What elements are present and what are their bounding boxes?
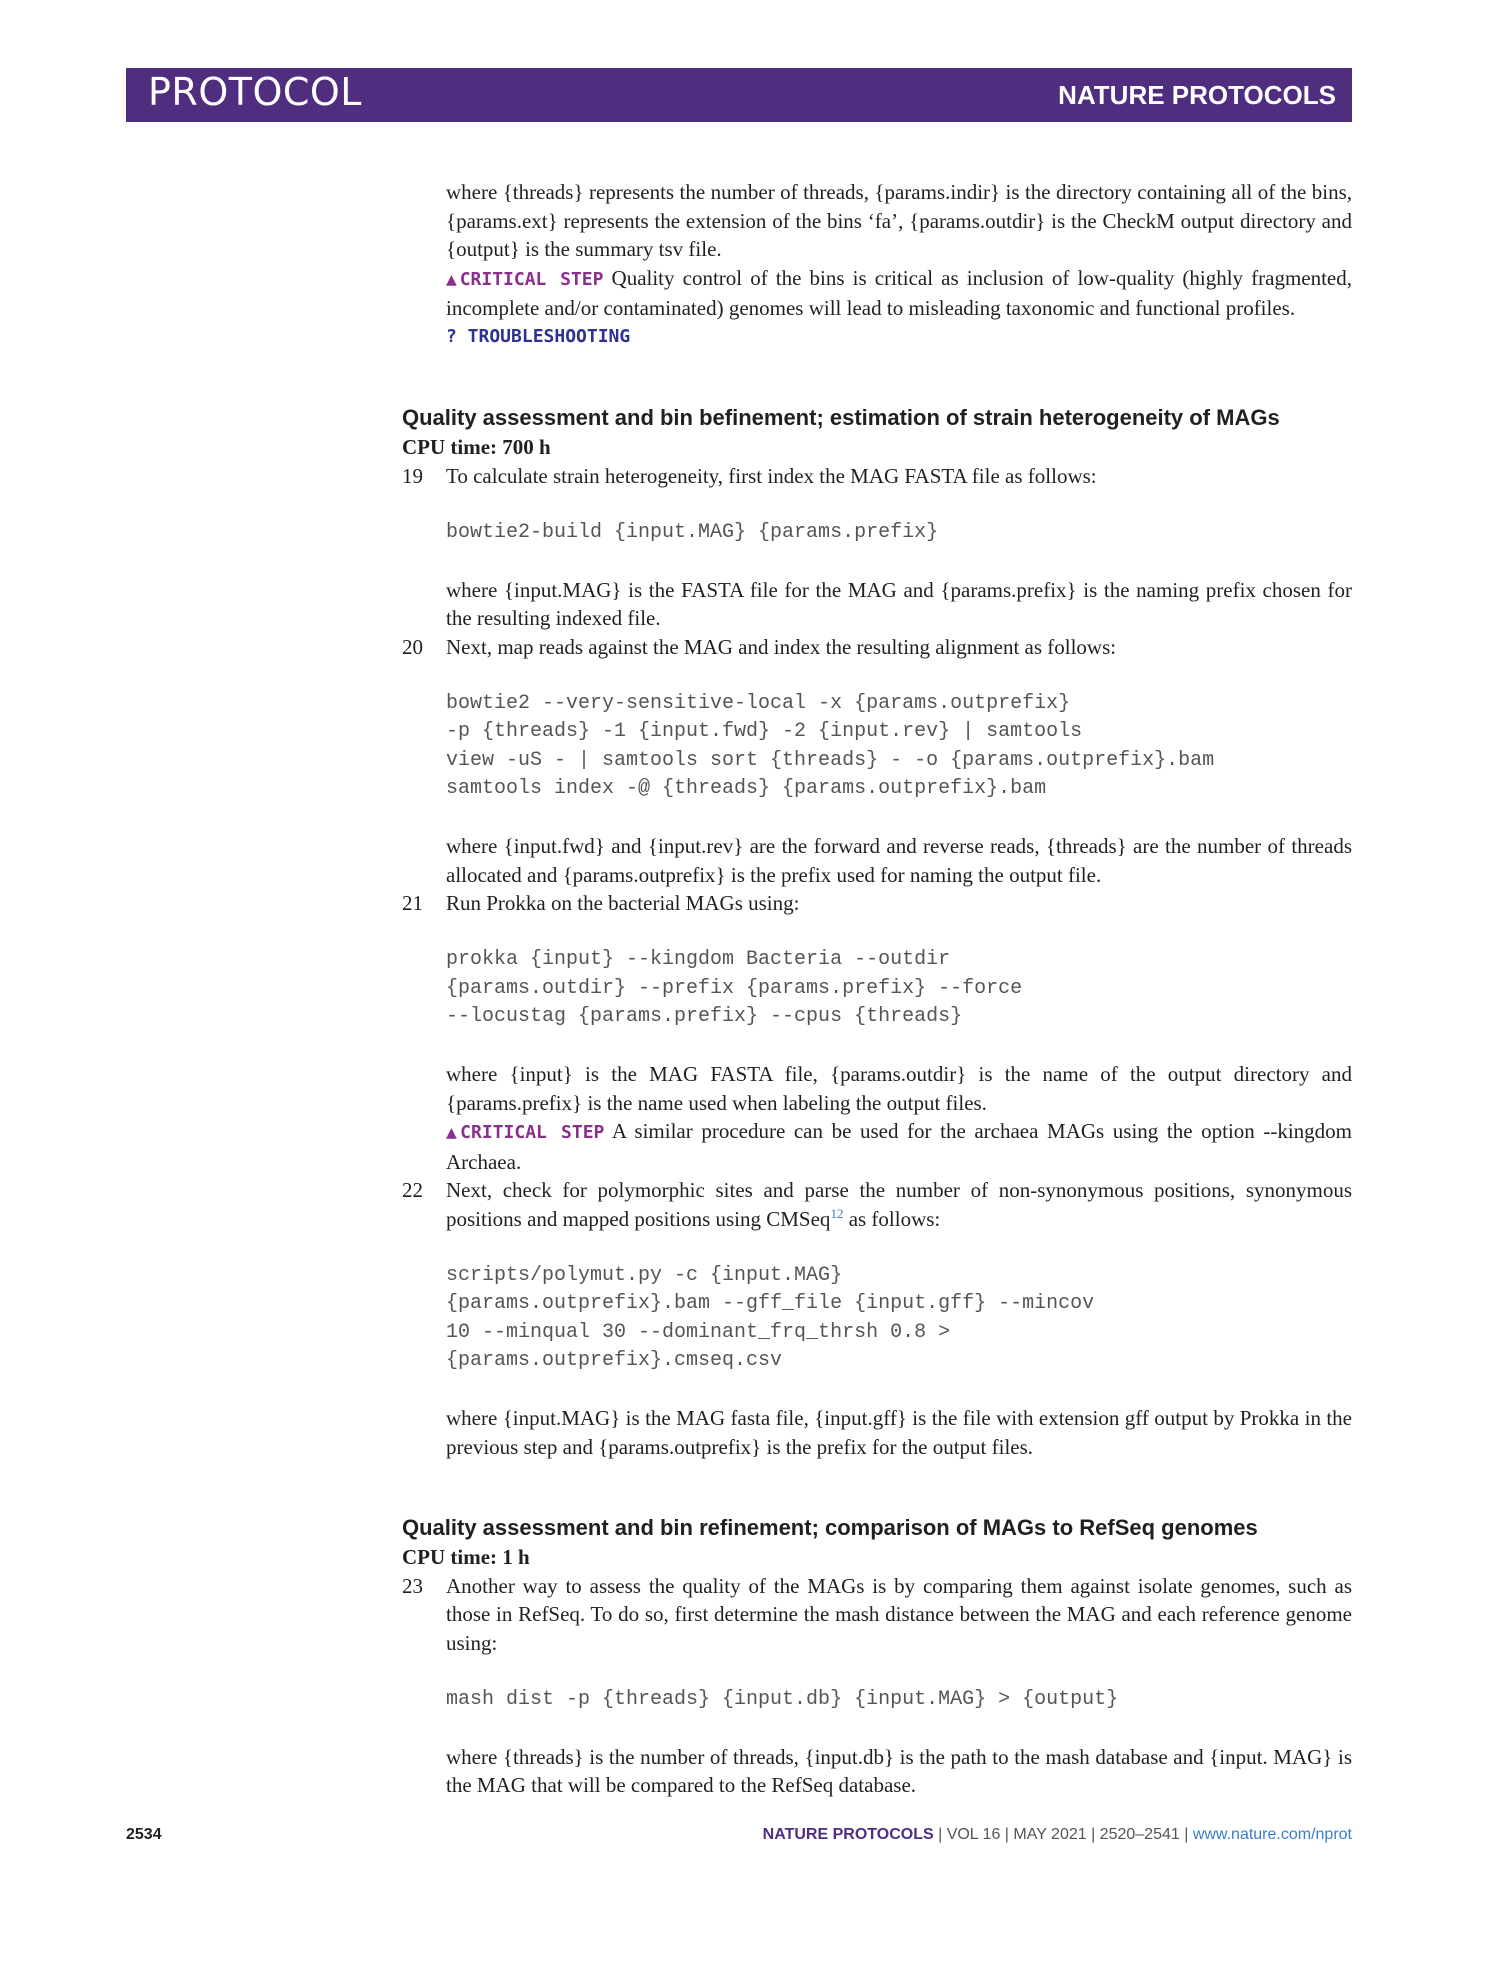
critical-step-note — [446, 264, 1352, 323]
step-19 — [402, 462, 1352, 633]
section-heading-refseq: Quality assessment and bin refinement; comparison of MAGs to RefSeq genomes — [402, 1515, 1258, 1540]
section-label: PROTOCOL — [148, 70, 362, 114]
section-heading-strain: Quality assessment and bin befinement; estimation of strain heterogeneity of MAGs — [402, 405, 1280, 430]
step-text: Next, map reads against the MAG and index the resulting alignment as follows: — [446, 634, 1117, 659]
code-block — [446, 946, 1352, 1032]
footer-journal: NATURE PROTOCOLS — [762, 1826, 934, 1843]
step-21 — [402, 889, 1352, 1176]
reference-link[interactable]: 12 — [830, 1205, 844, 1221]
footer-url-link[interactable]: www.nature.com/nprot — [1192, 1826, 1352, 1843]
step-number: 23 — [402, 1573, 423, 1598]
code-line: -p {threads} -1 {input.fwd} -2 {input.rev} | samtools — [446, 720, 1083, 743]
cpu-time: CPU time: 700 h — [402, 435, 551, 459]
code-line: bowtie2 --very-sensitive-local -x {params.outprefix} — [446, 691, 1071, 715]
code-line: 10 --minqual 30 --dominant_frq_thrsh 0.8 > — [446, 1320, 951, 1344]
step-22 — [402, 1176, 1352, 1461]
step-text: To calculate strain heterogeneity, first index the MAG FASTA file as follows: — [446, 463, 1097, 488]
intro-paragraph: where {threads} represents the number of threads, {params.indir} is the directory containing all of the bins, {params.ext} represents the extension of the bins ‘fa’, {params.outdir} is the CheckM output directory and {output} is the summary tsv file. — [446, 180, 1352, 261]
step-number: 21 — [402, 891, 423, 915]
journal-name: NATURE PROTOCOLS — [1058, 80, 1336, 110]
step-20 — [402, 633, 1352, 890]
code-line: bowtie2-build {input.MAG} {params.prefix} — [446, 520, 939, 544]
step-23 — [402, 1572, 1352, 1800]
step-text — [446, 1176, 1352, 1233]
step-text-main: Next, check for polymorphic sites and parse the number of non-synonymous positions, synonymous positions and mapped positions using CMSeq — [446, 1178, 1352, 1231]
code-block — [446, 690, 1352, 804]
step-text: Another way to assess the quality of the MAGs is by comparing them against isolate genomes, such as those in RefSeq. To do so, first determine the mash distance between the MAG and each reference genome using: — [446, 1573, 1352, 1655]
critical-step-text: A similar procedure can be used for the archaea MAGs using the option --kingdom Archaea. — [446, 1119, 1353, 1174]
critical-step-text: Quality control of the bins is critical as inclusion of low-quality (highly fragmented, incomplete and/or contaminated) genomes will lead to misleading taxonomic and functional profiles. — [446, 265, 1353, 320]
code-line: view -uS - | samtools sort {threads} - -o {params.outprefix}.bam — [446, 748, 1215, 772]
step-explanation: where {input.fwd} and {input.rev} are the forward and reverse reads, {threads} are the number of threads allocated and {params.outprefix} is the prefix used for naming the output file. — [446, 834, 1352, 887]
critical-step-note — [446, 1117, 1352, 1176]
header-banner — [126, 68, 1352, 122]
cpu-time: CPU time: 1 h — [402, 1545, 530, 1569]
footer-citation — [763, 1826, 1352, 1844]
footer-issue: | VOL 16 | MAY 2021 | 2520–2541 | — [933, 1826, 1193, 1843]
code-line: --locustag {params.prefix} --cpus {threads} — [446, 1005, 963, 1028]
step-text-end: as follows: — [843, 1206, 941, 1231]
page-number: 2534 — [126, 1826, 162, 1843]
troubleshooting-link[interactable]: ? TROUBLESHOOTING — [446, 325, 631, 347]
step-explanation: where {threads} is the number of threads, {input.db} is the path to the mash database and {input. MAG} is the MAG that will be compared to the RefSeq database. — [446, 1744, 1352, 1797]
code-block — [446, 1262, 1352, 1376]
code-line: {params.outdir} --prefix {params.prefix} --force — [446, 976, 1023, 1000]
code-line: {params.outprefix}.cmseq.csv — [446, 1349, 783, 1372]
article-body — [402, 178, 1352, 1800]
code-line: samtools index -@ {threads} {params.outprefix}.bam — [446, 777, 1047, 800]
step-explanation: where {input.MAG} is the FASTA file for the MAG and {params.prefix} is the naming prefix chosen for the resulting indexed file. — [446, 577, 1352, 630]
step-number: 19 — [402, 463, 423, 488]
step-explanation: where {input} is the MAG FASTA file, {params.outdir} is the name of the output directory and {params.prefix} is the name used when labeling the output files. — [446, 1062, 1352, 1115]
step-explanation: where {input.MAG} is the MAG fasta file, {input.gff} is the file with extension gff output by Prokka in the previous step and {params.outprefix} is the prefix for the output files. — [446, 1406, 1352, 1459]
code-line: prokka {input} --kingdom Bacteria --outdir — [446, 948, 951, 971]
code-line: {params.outprefix}.bam --gff_file {input.gff} --mincov — [446, 1292, 1095, 1315]
step-number: 22 — [402, 1178, 423, 1202]
step-number: 20 — [402, 634, 423, 659]
critical-step-label: ▲CRITICAL STEP — [446, 268, 604, 290]
code-block — [446, 1686, 1352, 1715]
code-block — [446, 519, 1352, 548]
code-line: scripts/polymut.py -c {input.MAG} — [446, 1263, 843, 1287]
critical-step-label: ▲CRITICAL STEP — [446, 1122, 605, 1143]
page-footer — [126, 1826, 1352, 1856]
code-line: mash dist -p {threads} {input.db} {input.MAG} > {output} — [446, 1687, 1119, 1711]
step-text: Run Prokka on the bacterial MAGs using: — [446, 891, 800, 915]
